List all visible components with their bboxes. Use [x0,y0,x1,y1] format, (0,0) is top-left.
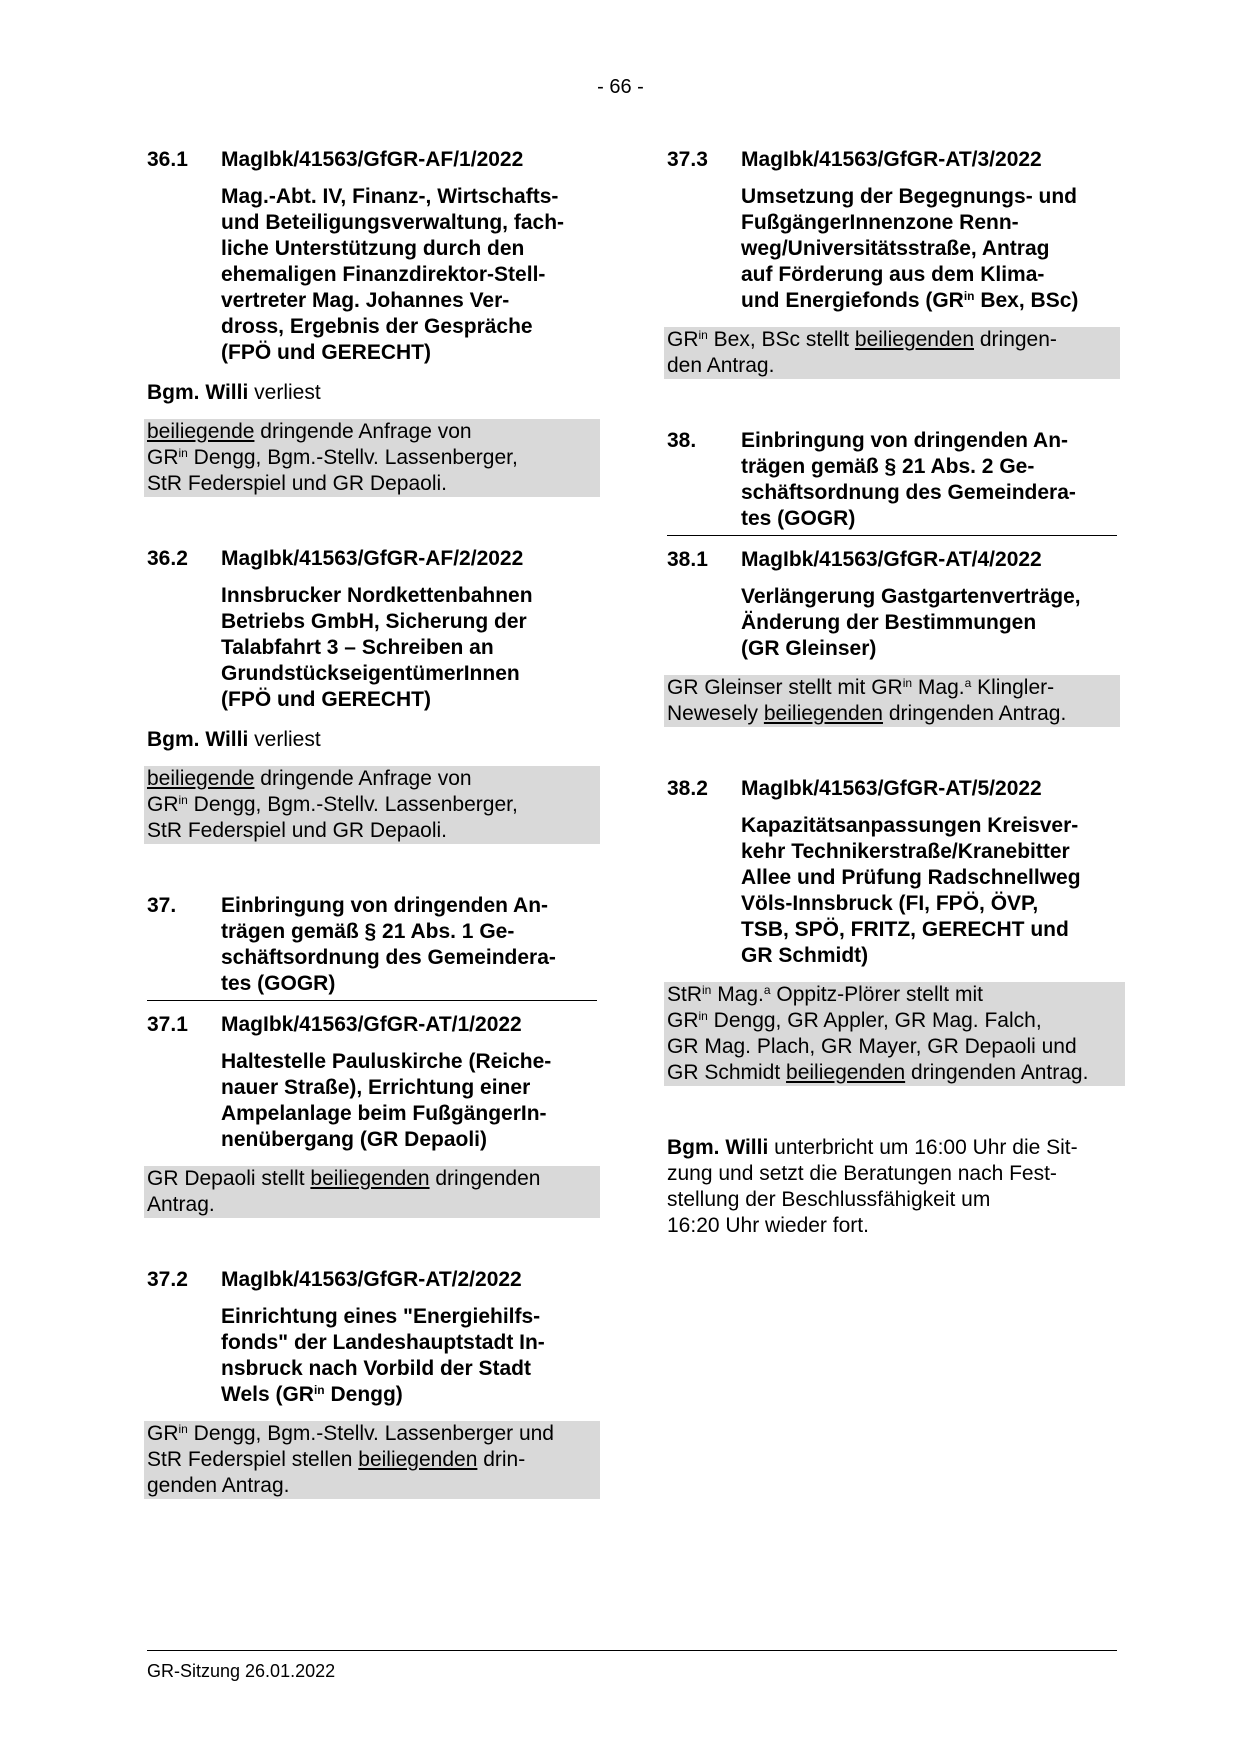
note-text: den Antrag. [667,354,775,377]
title-line: tes (GOGR) [221,972,336,995]
title-line: tes (GOGR) [741,507,856,530]
title-line: Umsetzung der Begegnungs- und [741,185,1077,208]
title-line: fonds" der Landeshauptstadt In- [221,1331,545,1354]
note-text: Mag. [711,983,764,1006]
title-line: nsbruck nach Vorbild der Stadt [221,1357,531,1380]
item-number: 37.1 [147,1013,188,1036]
page-number: - 66 - [597,76,644,98]
title-line [221,1382,597,1408]
title-text: Wels (GR [221,1383,314,1406]
title-line: Einbringung von dringenden An- [741,429,1069,452]
item-reference: MagIbk/41563/GfGR-AT/4/2022 [741,548,1042,571]
note-text: Klingler- [971,676,1055,699]
item-header [147,147,597,173]
shaded-note [664,327,1120,379]
agenda-item-38-1 [667,547,1117,727]
item-number: 36.1 [147,148,188,171]
shaded-note [144,1421,600,1499]
superscript: in [178,1422,188,1436]
title-line: Talabfahrt 3 – Schreiben an [221,636,494,659]
shaded-note [664,982,1125,1086]
item-reference: MagIbk/41563/GfGR-AT/2/2022 [221,1268,522,1291]
note-text: dringenden Antrag. [882,702,1067,725]
item-title [221,583,597,713]
section-number: 38. [667,429,697,452]
title-line [741,288,1117,314]
note-text: Antrag. [147,1193,215,1216]
item-title [741,184,1117,314]
item-header [667,776,1117,802]
superscript: a [763,983,771,997]
note-text: GR Schmidt [667,1061,787,1084]
note-text: Mag. [912,676,965,699]
note-text: GR Gleinser stellt mit GR [667,676,903,699]
note-text: Newesely [667,702,764,725]
note-text: Dengg, Bgm.-Stellv. Lassenberger und [187,1422,554,1445]
agenda-item-36-1 [147,147,597,497]
section-title [741,428,1117,532]
item-title [221,1049,597,1153]
underlined-word: beiliegenden [786,1061,906,1084]
title-line: Betriebs GmbH, Sicherung der [221,610,527,633]
note-text: GR [147,1422,179,1445]
note-text: GR [147,446,179,469]
note-text: genden Antrag. [147,1474,290,1497]
note-text: Dengg, Bgm.-Stellv. Lassenberger, [187,793,518,816]
title-line: TSB, SPÖ, FRITZ, GERECHT und [741,918,1069,941]
note-text: StR Federspiel und GR Depaoli. [147,819,447,842]
speaker-name: Bgm. Willi [667,1136,769,1159]
shaded-note [144,766,600,844]
note-text: GR [667,328,699,351]
speaker-line [147,380,597,406]
title-text: und Energiefonds (GR [741,289,964,312]
note-text: dringende Anfrage von [254,420,472,443]
title-line: und Beteiligungsverwaltung, fach- [221,211,565,234]
superscript: in [178,446,188,460]
note-text: GR [667,1009,699,1032]
item-reference: MagIbk/41563/GfGR-AF/2/2022 [221,547,524,570]
item-title [221,1304,597,1408]
item-header [147,546,597,572]
item-number: 36.2 [147,547,188,570]
note-text: dringen- [974,328,1057,351]
item-title [741,813,1117,969]
item-header [147,1267,597,1293]
item-number: 37.3 [667,148,708,171]
title-line: nauer Straße), Errichtung einer [221,1076,531,1099]
note-text: Bex, BSc stellt [707,328,855,351]
title-line: vertreter Mag. Johannes Ver- [221,289,510,312]
underlined-word: beiliegende [147,767,255,790]
title-line: Einrichtung eines "Energiehilfs- [221,1305,541,1328]
title-line: GrundstückseigentümerInnen [221,662,520,685]
note-text: StR Federspiel stellen [147,1448,359,1471]
section-title [221,893,597,997]
right-column [667,147,1117,1239]
section-37-heading [147,893,597,1001]
note-text: drin- [477,1448,526,1471]
title-text: Dengg) [324,1383,403,1406]
title-line: weg/Universitätsstraße, Antrag [741,237,1050,260]
item-header [667,147,1117,173]
superscript: a [964,676,972,690]
item-reference: MagIbk/41563/GfGR-AT/5/2022 [741,777,1042,800]
item-number: 38.2 [667,777,708,800]
note-text: Dengg, GR Appler, GR Mag. Falch, [707,1009,1042,1032]
speaker-line [147,727,597,753]
note-text: StR [667,983,703,1006]
item-title [741,584,1117,662]
note-text: dringenden Antrag. [905,1061,1089,1084]
item-title [221,184,597,366]
footer-divider [147,1650,1117,1651]
note-text: GR [147,793,179,816]
note-text: GR Mag. Plach, GR Mayer, GR Depaoli und [667,1035,1077,1058]
title-line: Einbringung von dringenden An- [221,894,549,917]
underlined-word: beiliegenden [854,328,975,351]
underlined-word: beiliegenden [310,1167,430,1190]
item-header [147,1012,597,1038]
title-line: Änderung der Bestimmungen [741,611,1037,634]
title-line: (FPÖ und GERECHT) [221,688,431,711]
footer-text: GR-Sitzung 26.01.2022 [147,1661,336,1681]
speaker-verb: verliest [248,381,321,404]
note-text: dringende Anfrage von [254,767,472,790]
title-line: schäftsordnung des Gemeindera- [741,481,1076,504]
note-text: StR Federspiel und GR Depaoli. [147,472,447,495]
section-38-heading [667,428,1117,536]
shaded-note [144,1166,600,1218]
closing-text: unterbricht um 16:00 Uhr die Sit- [768,1136,1078,1159]
title-line: ehemaligen Finanzdirektor-Stell- [221,263,546,286]
closing-text: 16:20 Uhr wieder fort. [667,1214,869,1237]
agenda-item-36-2 [147,546,597,844]
item-reference: MagIbk/41563/GfGR-AT/1/2022 [221,1013,522,1036]
item-reference: MagIbk/41563/GfGR-AT/3/2022 [741,148,1042,171]
agenda-item-37-3 [667,147,1117,379]
superscript: in [313,1383,325,1397]
note-text: dringenden [429,1167,541,1190]
shaded-note [144,419,600,497]
title-line: (FPÖ und GERECHT) [221,341,431,364]
speaker-name: Bgm. Willi [147,728,249,751]
title-line: nenübergang (GR Depaoli) [221,1128,488,1151]
speaker-verb: verliest [248,728,321,751]
title-line: Haltestelle Pauluskirche (Reiche- [221,1050,552,1073]
title-text: Bex, BSc) [974,289,1079,312]
item-reference: MagIbk/41563/GfGR-AF/1/2022 [221,148,524,171]
title-line: trägen gemäß § 21 Abs. 2 Ge- [741,455,1035,478]
note-text: Dengg, Bgm.-Stellv. Lassenberger, [187,446,518,469]
underlined-word: beiliegende [147,420,255,443]
title-line: dross, Ergebnis der Gespräche [221,315,533,338]
shaded-note [664,675,1120,727]
title-line: Innsbrucker Nordkettenbahnen [221,584,533,607]
left-column [147,147,597,1499]
section-number: 37. [147,894,177,917]
note-text: GR Depaoli stellt [147,1167,311,1190]
note-text: Oppitz-Plörer stellt mit [770,983,983,1006]
underlined-word: beiliegenden [358,1448,478,1471]
superscript: in [902,676,913,690]
title-line: kehr Technikerstraße/Kranebitter [741,840,1070,863]
superscript: in [702,983,712,997]
closing-text: stellung der Beschlussfähigkeit um [667,1188,991,1211]
closing-text: zung und setzt die Beratungen nach Fest- [667,1162,1057,1185]
title-line: Mag.-Abt. IV, Finanz-, Wirtschafts- [221,185,559,208]
title-line: Ampelanlage beim FußgängerIn- [221,1102,547,1125]
agenda-item-37-1 [147,1012,597,1218]
item-number: 37.2 [147,1268,188,1291]
item-number: 38.1 [667,548,708,571]
superscript: in [698,328,708,342]
title-line: Kapazitätsanpassungen Kreisver- [741,814,1079,837]
agenda-item-37-2 [147,1267,597,1499]
superscript: in [178,793,188,807]
underlined-word: beiliegenden [763,702,883,725]
title-line: schäftsordnung des Gemeindera- [221,946,556,969]
superscript: in [963,289,975,303]
title-line: Völs-Innsbruck (FI, FPÖ, ÖVP, [741,892,1039,915]
title-line: Verlängerung Gastgartenverträge, [741,585,1081,608]
superscript: in [698,1009,708,1023]
title-line: trägen gemäß § 21 Abs. 1 Ge- [221,920,515,943]
title-line: GR Schmidt) [741,944,869,967]
speaker-name: Bgm. Willi [147,381,249,404]
agenda-item-38-2 [667,776,1117,1086]
title-line: Allee und Prüfung Radschnellweg [741,866,1081,889]
closing-statement [667,1135,1117,1239]
title-line: auf Förderung aus dem Klima- [741,263,1045,286]
item-header [667,547,1117,573]
title-line: liche Unterstützung durch den [221,237,525,260]
title-line: (GR Gleinser) [741,637,877,660]
title-line: FußgängerInnenzone Renn- [741,211,1019,234]
